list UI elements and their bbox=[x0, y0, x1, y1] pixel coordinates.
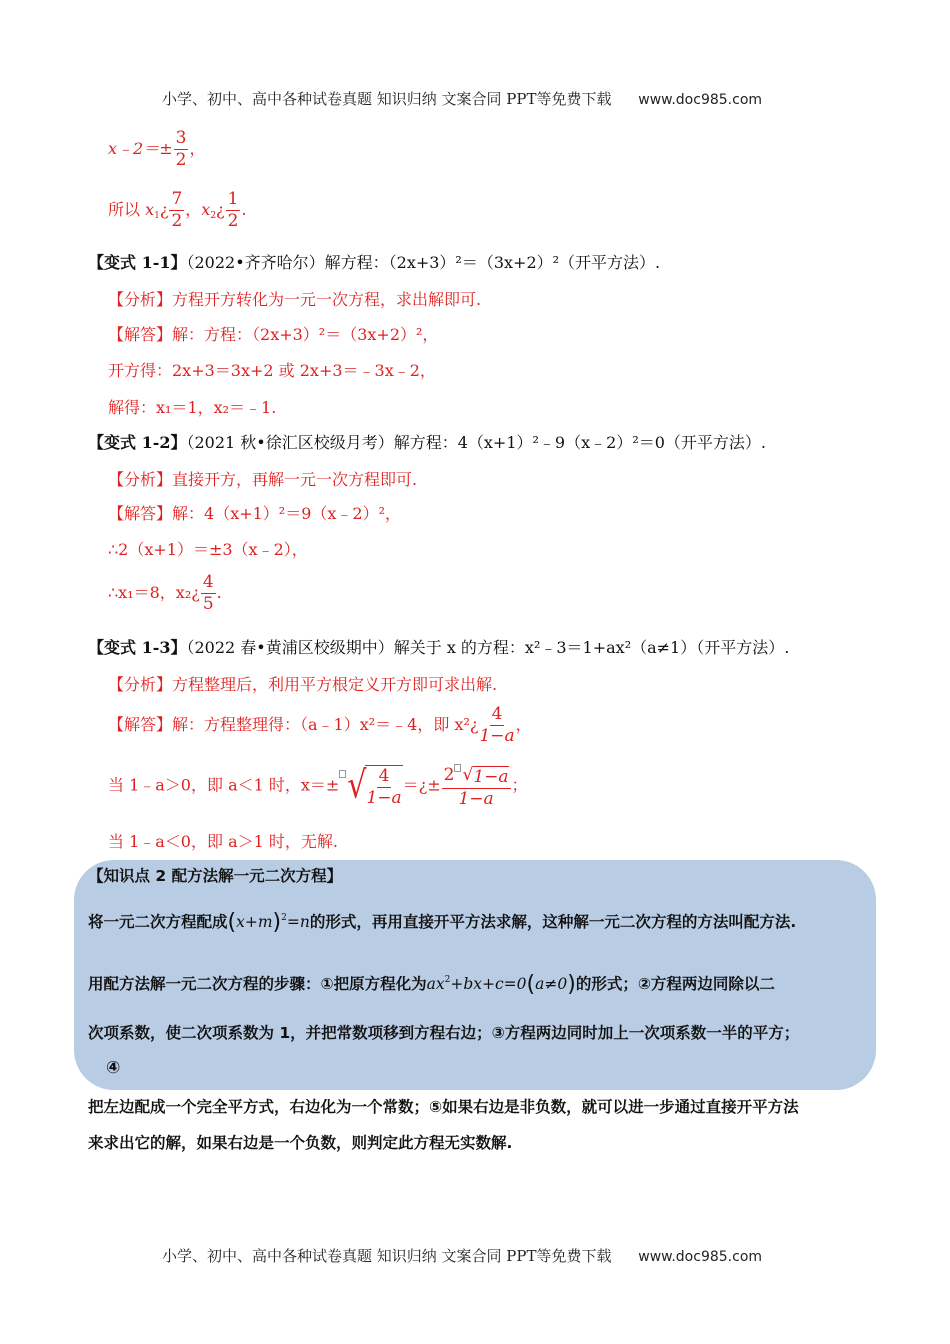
variant-1-3-question bbox=[88, 635, 789, 658]
knowledge-point-para-5: 把左边配成一个完全平方式，右边化为一个常数；⑤如果右边是非负数，就可以进一步通过直接开平方法 bbox=[88, 1098, 799, 1116]
variant-label: 【变式 1-1】 bbox=[88, 253, 187, 272]
variant-1-2-step-2: ∴x₁＝8，x₂¿ $\frac{4}{5}$ . bbox=[108, 572, 222, 614]
square-root-expression: √ $\frac{4}{1-a}$ bbox=[347, 763, 402, 808]
fraction-4-over-1-minus-a: $\frac{4}{1-a}$ bbox=[479, 704, 515, 746]
fraction-1-2: $\frac{1}{2}$ bbox=[227, 189, 239, 231]
knowledge-point-para-4: ④ bbox=[106, 1058, 121, 1078]
variant-1-2-step-1: ∴2（x+1）＝±3（x﹣2）， bbox=[108, 540, 308, 559]
variant-1-2-analysis: 【分析】直接开方，再解一元一次方程即可. bbox=[108, 470, 418, 489]
knowledge-point-para-2: 用配方法解一元二次方程的步骤：①把原方程化为$ax^2+bx+c=0(a\ne 0)$的形式；②方程两边同除以二 bbox=[88, 972, 775, 997]
variant-1-3-analysis: 【分析】方程整理后，利用平方根定义开方即可求出解. bbox=[108, 675, 498, 694]
variant-1-2-solution: 【解答】解：4（x+1）²＝9（x﹣2）²， bbox=[108, 504, 402, 523]
question-text: （2021 秋•徐汇区校级月考）解方程：4（x+1）²﹣9（x﹣2）²＝0（开平方法）. bbox=[186, 433, 766, 452]
variant-1-1-question bbox=[88, 250, 660, 273]
knowledge-point-para-1: 将一元二次方程配成$(x+m)^2=n$的形式，再用直接开平方法求解，这种解一元二次方程的方法叫配方法. bbox=[88, 910, 797, 935]
fraction-4-5: $\frac{4}{5}$ bbox=[202, 572, 214, 614]
page-header bbox=[162, 88, 762, 109]
knowledge-point-para-3: 次项系数，使二次项系数为 1，并把常数项移到方程右边；③方程两边同时加上一次项系数一半的平方； bbox=[88, 1024, 800, 1042]
placeholder-box-icon bbox=[339, 770, 346, 778]
header-site-link[interactable]: www.doc985.com bbox=[638, 92, 763, 108]
fraction-7-2: $\frac{7}{2}$ bbox=[171, 189, 183, 231]
variant-1-2-question bbox=[88, 430, 766, 453]
variant-1-3-solution: 【解答】解：方程整理得：（a﹣1）x²＝﹣4，即 x²¿ $\frac{4}{1-a}$ ， bbox=[108, 704, 532, 746]
question-text: （2022•齐齐哈尔）解方程：（2x+3）²＝（3x+2）²（开平方法）. bbox=[186, 253, 661, 272]
variant-1-1-step-1: 开方得：2x+3＝3x+2 或 2x+3＝﹣3x﹣2， bbox=[108, 361, 436, 380]
equation-line-1: x﹣2＝± $\frac{3}{2}$ ， bbox=[108, 128, 206, 170]
variant-1-1-step-2: 解得：x₁＝1，x₂＝﹣1. bbox=[108, 398, 277, 417]
footer-text: 小学、初中、高中各种试卷真题 知识归纳 文案合同 PPT等免费下载 bbox=[162, 1247, 612, 1265]
variant-1-1-analysis: 【分析】方程开方转化为一元一次方程，求出解即可. bbox=[108, 290, 482, 309]
question-text: （2022 春•黄浦区校级期中）解关于 x 的方程：x²﹣3＝1+ax²（a≠1）（开平方法）. bbox=[186, 638, 790, 657]
header-text: 小学、初中、高中各种试卷真题 知识归纳 文案合同 PPT等免费下载 bbox=[162, 90, 612, 108]
page-footer bbox=[162, 1245, 762, 1266]
variant-1-3-case-2: 当 1﹣a＜0，即 a＞1 时，无解. bbox=[108, 832, 338, 851]
fraction-3-2: $\frac{3}{2}$ bbox=[175, 128, 187, 170]
fraction-root-expression: 2 √ 1−a 1−a bbox=[443, 765, 509, 809]
equation-line-2: 所以 $x_1¿$ $\frac{7}{2}$ ，$x_2¿$ $\frac{1}{2}$ . bbox=[108, 189, 247, 231]
variant-1-1-solution: 【解答】解：方程：（2x+3）²＝（3x+2）²， bbox=[108, 325, 439, 344]
knowledge-point-para-6: 来求出它的解，如果右边是一个负数，则判定此方程无实数解. bbox=[88, 1134, 513, 1152]
knowledge-point-title: 【知识点 2 配方法解一元二次方程】 bbox=[88, 867, 343, 885]
variant-label: 【变式 1-3】 bbox=[88, 638, 187, 657]
variant-label: 【变式 1-2】 bbox=[88, 433, 187, 452]
variant-1-3-case-1: 当 1﹣a＞0，即 a＜1 时，x＝± √ $\frac{4}{1-a}$ ＝¿± 2 √ 1−a 1−a ； bbox=[108, 763, 528, 809]
footer-site-link[interactable]: www.doc985.com bbox=[638, 1249, 763, 1265]
